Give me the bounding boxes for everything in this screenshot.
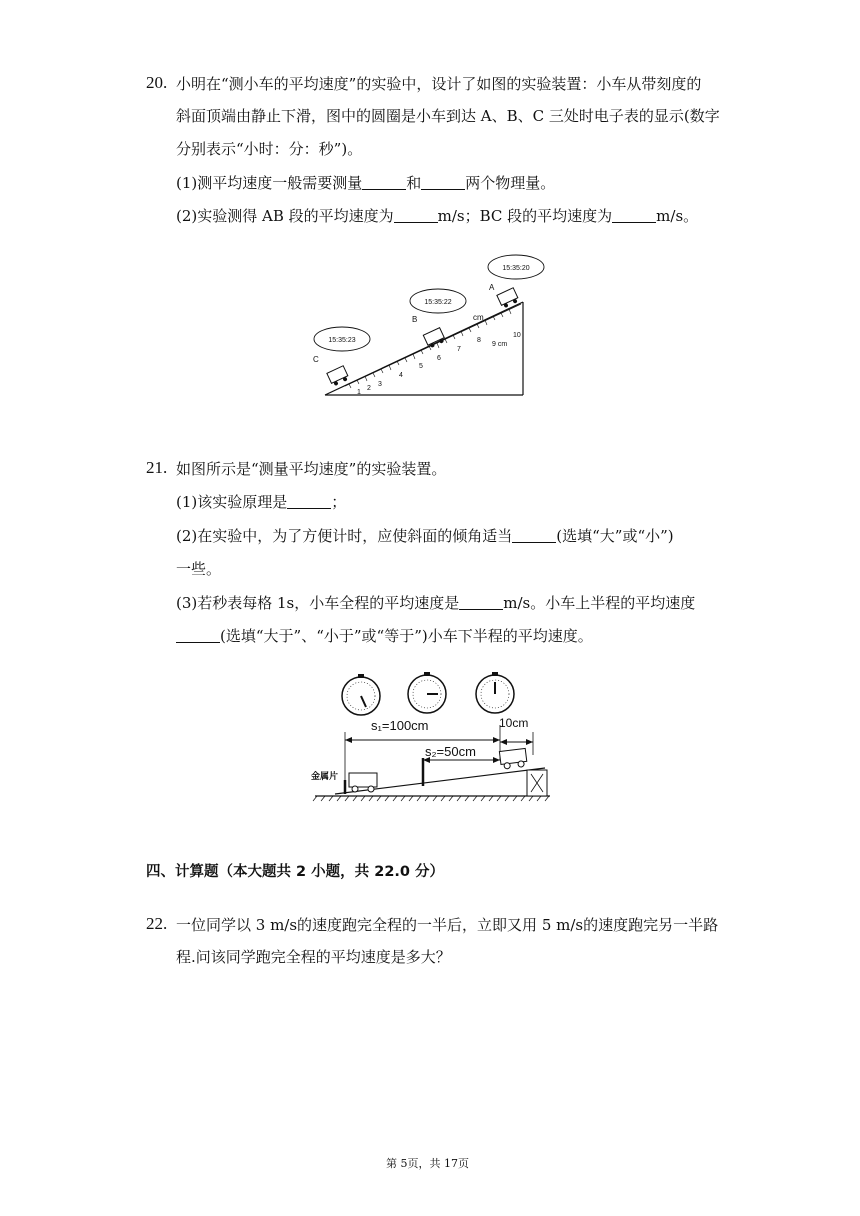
q20-part1-text-c: 两个物理量。 <box>465 174 556 192</box>
section-4-heading: 四、计算题（本大题共 2 小题，共 22.0 分） <box>146 864 445 880</box>
clock-a-time: 15:35:20 <box>502 265 530 272</box>
q22-line2: 程.问该同学跑完全程的平均速度是多大？ <box>176 948 451 966</box>
clock-c-time: 15:35:23 <box>328 337 356 344</box>
q21-part2-text-a: (2)在实验中，为了方便计时，应使斜面的倾角适当 <box>176 527 513 545</box>
page-footer: 第 5页，共 17页 <box>386 1157 469 1170</box>
q21-part2-continued: 一些。 <box>176 560 222 578</box>
q20-number: 20. <box>146 73 168 92</box>
ruler-tick-3: 3 <box>378 381 382 388</box>
q21-number: 21. <box>146 458 168 477</box>
stopwatch-1 <box>342 674 380 715</box>
cart-bottom <box>349 773 377 792</box>
q20-part1 <box>176 173 555 193</box>
stopwatch-2 <box>408 672 446 713</box>
ruler-tick-1: 1 <box>357 389 361 396</box>
q20-incline-figure <box>305 250 550 400</box>
ruler-tick-8: 8 <box>477 337 481 344</box>
q21-part1-text-b: ； <box>331 493 347 511</box>
q20-line1: 小明在“测小车的平均速度”的实验中，设计了如图的实验装置：小车从带刻度的 <box>176 75 702 93</box>
q20-part2-text-c: m/s。 <box>656 207 699 225</box>
q21-part3-continued <box>176 626 593 646</box>
q21-part3 <box>176 593 695 613</box>
q20-part1-text-b: 和 <box>406 174 422 192</box>
ruler-unit-cm: cm <box>473 313 484 322</box>
q20-part1-text-a: (1)测平均速度一般需要测量 <box>176 174 363 192</box>
q21-part3-text-b: m/s。小车上半程的平均速度 <box>503 594 696 612</box>
clock-b-time: 15:35:22 <box>424 299 452 306</box>
metal-piece-label: 金属片 <box>311 771 339 781</box>
q21-incline-figure <box>305 670 555 810</box>
q21-part1-text-a: (1)该实验原理是 <box>176 493 288 511</box>
q21-part2-text-b: (选填“大”或“小”) <box>556 527 674 545</box>
q20-line2: 斜面顶端由静止下滑，图中的圆圈是小车到达 A、B、C 三处时电子表的显示(数字 <box>176 107 720 125</box>
answer-blank[interactable] <box>287 494 331 509</box>
ruler-tick-2: 2 <box>367 385 371 392</box>
q21-line1: 如图所示是“测量平均速度”的实验装置。 <box>176 460 447 478</box>
answer-blank[interactable] <box>362 175 406 190</box>
answer-blank[interactable] <box>176 628 220 643</box>
cart-label-c: C <box>313 355 319 364</box>
ruler-tick-7: 7 <box>457 346 461 353</box>
ruler-tick-5: 5 <box>419 363 423 370</box>
ruler-tick-6: 6 <box>437 355 441 362</box>
answer-blank[interactable] <box>421 175 465 190</box>
q21-part3-text-c: (选填“大于”、“小于”或“等于”)小车下半程的平均速度。 <box>220 627 593 645</box>
ten-cm-label: 10cm <box>499 716 529 730</box>
q20-part2-text-b: m/s；BC 段的平均速度为 <box>437 207 613 225</box>
cart-label-b: B <box>412 315 418 324</box>
q22-number: 22. <box>146 914 168 933</box>
q21-part3-text-a: (3)若秒表每格 1s，小车全程的平均速度是 <box>176 594 460 612</box>
stopwatch-3 <box>476 672 514 713</box>
s1-label: s₁=100cm <box>371 718 429 733</box>
answer-blank[interactable] <box>459 595 503 610</box>
q22-line1: 一位同学以 3 m/s的速度跑完全程的一半后，立即又用 5 m/s的速度跑完另一半路 <box>176 916 719 934</box>
ruler-tick-10: 10 <box>513 332 521 339</box>
q21-part2 <box>176 526 674 546</box>
cart-label-a: A <box>489 283 495 292</box>
ruler-tick-4: 4 <box>399 372 403 379</box>
answer-blank[interactable] <box>512 528 556 543</box>
answer-blank[interactable] <box>394 208 438 223</box>
q20-part2 <box>176 206 698 226</box>
answer-blank[interactable] <box>612 208 656 223</box>
q20-line3: 分别表示“小时：分：秒”)。 <box>176 140 363 158</box>
cart-top <box>499 748 527 769</box>
cart-c <box>327 366 350 387</box>
q21-part1 <box>176 492 346 512</box>
cart-b <box>423 328 446 349</box>
q20-part2-text-a: (2)实验测得 AB 段的平均速度为 <box>176 207 394 225</box>
s2-label: s₂=50cm <box>425 744 476 759</box>
ruler-unit-9cm: 9 cm <box>492 341 508 348</box>
